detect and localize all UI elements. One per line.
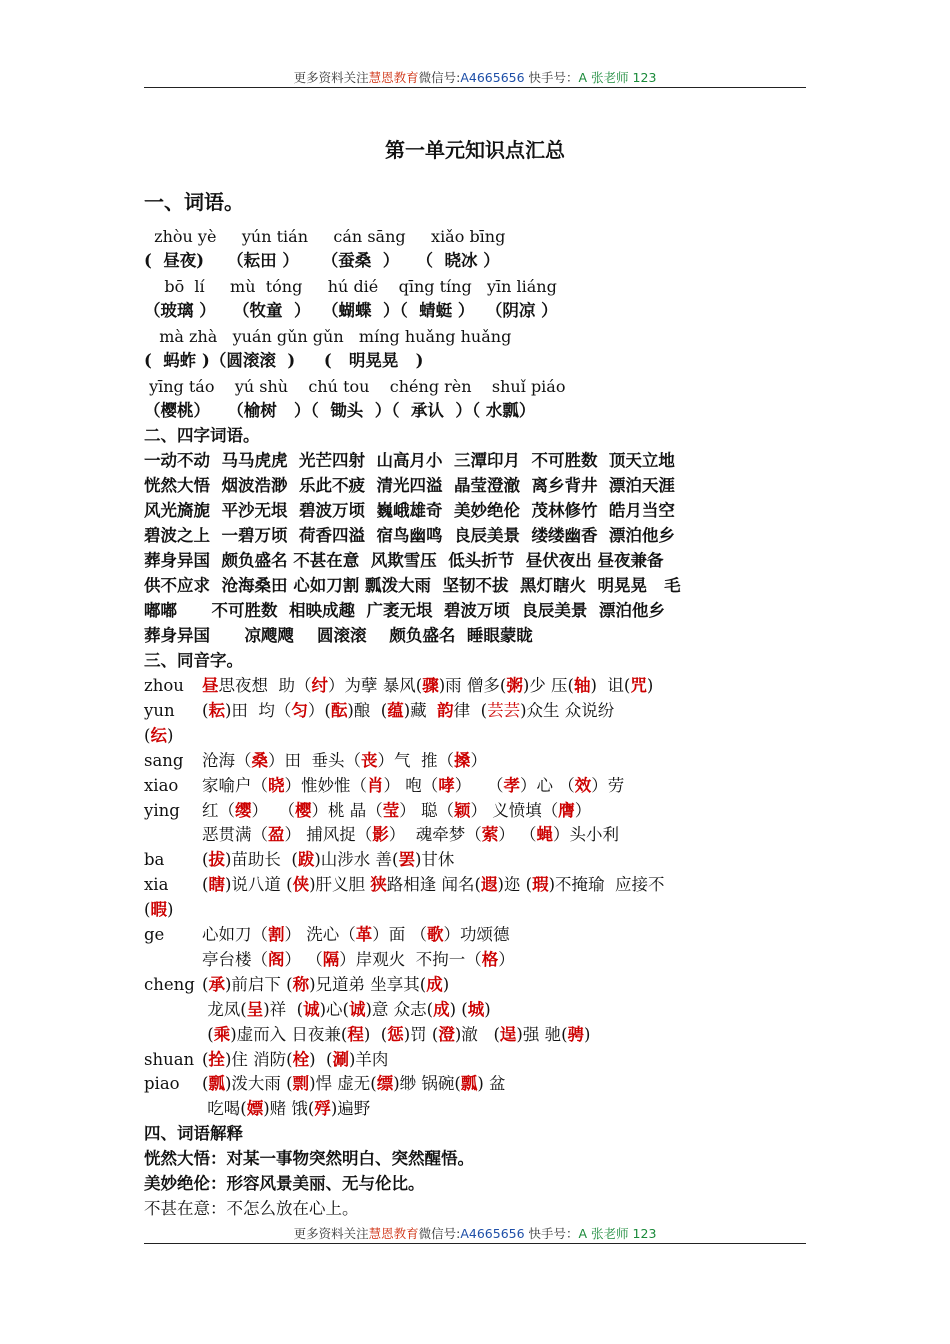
text-run: 心如刀（: [202, 925, 268, 944]
text-run: )苗助长 (: [224, 850, 298, 870]
footer-wx-id: A4665656: [460, 1226, 525, 1241]
text-run: 红（: [202, 800, 235, 820]
homophone-line: [144, 749, 487, 773]
text-run: (: [202, 700, 209, 720]
footer-wx-label: 微信号:: [418, 1226, 461, 1241]
answer-char: 侠: [292, 875, 310, 895]
pinyin-label: ge: [144, 925, 165, 944]
homophone-line: [144, 923, 510, 947]
answer-char: 惩: [387, 1024, 404, 1044]
answer-char: 剽: [292, 1074, 310, 1094]
answer-char: 称: [292, 974, 310, 994]
homophone-line: [144, 973, 449, 997]
idiom-row: 葬身异国 凉飕飕 圆滚滚 颇负盛名 睡眼蒙眬: [144, 626, 533, 645]
text-run: )山涉水 善(: [314, 850, 399, 870]
text-run: 吃喝(: [202, 1099, 247, 1119]
answer-char: 盈: [268, 825, 285, 845]
answer-char: 蝇: [536, 825, 553, 845]
answer-char: 萦: [481, 825, 499, 845]
answer-char: 割: [268, 925, 285, 944]
text-run: ): [442, 974, 450, 994]
header-wx-id: A4665656: [460, 70, 525, 85]
text-run: ) (: [363, 1024, 388, 1044]
text-run: ） 魂牵梦（: [388, 825, 482, 845]
text-run: )众生 众说纷: [520, 700, 615, 720]
text-run: )赌 饿(: [263, 1099, 315, 1119]
pinyin-label: zhou: [144, 676, 184, 695]
homophone-line: [144, 1097, 370, 1121]
text-run: )遍野: [330, 1099, 371, 1119]
text-run: ）面 （: [372, 925, 427, 944]
homophone-line: [144, 848, 454, 872]
homophone-line: [144, 699, 614, 723]
answer-char: 狭: [370, 875, 387, 895]
homophone-line: [144, 998, 491, 1022]
text-run: 路相逢 闻名(: [386, 875, 481, 895]
header-prefix: 更多资料关注: [293, 70, 369, 85]
answer-char: 格: [481, 949, 499, 969]
homophone-line: [144, 674, 653, 698]
text-run: ）心 （: [520, 775, 575, 795]
answer-char: 暇: [150, 900, 167, 920]
text-run: ): [584, 1024, 591, 1044]
text-run: (: [202, 850, 209, 870]
text-run: )强 驰(: [516, 1024, 568, 1044]
text-run: 亭台楼（: [202, 949, 268, 969]
section-3-heading: 三、同音字。: [144, 651, 243, 670]
footer-ks-id: A 张老师 123: [578, 1226, 657, 1241]
answer-char: 丧: [361, 750, 378, 770]
pinyin-label: xia: [144, 875, 169, 895]
text-run: ） 捕风捉（: [284, 825, 373, 845]
pinyin-label: sang: [144, 750, 184, 770]
text-run: ）(: [307, 700, 331, 720]
answer-char: 瞎: [208, 875, 225, 895]
text-run: ） 聪（: [399, 800, 454, 820]
homophone-line: [144, 823, 619, 847]
answer-char: 酝: [330, 700, 348, 720]
answer-char: 歌: [427, 925, 444, 944]
answer-char: 殍: [314, 1099, 331, 1119]
text-run: ): [166, 900, 174, 920]
answer-char: 骋: [567, 1024, 585, 1044]
idiom-row: 供不应求 沧海桑田 心如刀割 瓢泼大雨 坚韧不拔 黑灯瞎火 明晃晃 毛: [144, 576, 681, 595]
idiom-row: 一动不动 马马虎虎 光芒四射 山高月小 三潭印月 不可胜数 顶天立地: [144, 451, 675, 470]
pinyin-row: yīng táo yú shù chú tou chéng rèn shuǐ piáo: [144, 377, 566, 396]
text-run: ）桃 晶（: [311, 800, 383, 820]
text-run: )雨 僧多(: [438, 676, 507, 695]
section-1-heading: 一、词语。: [144, 190, 244, 214]
section-2-heading: 二、四字词语。: [144, 426, 260, 445]
answer-char: 瑕: [532, 875, 549, 895]
text-run: )住 消防(: [224, 1049, 293, 1069]
text-run: )虚而入 日夜兼(: [230, 1024, 348, 1044]
answer-char: 孝: [503, 775, 520, 795]
text-run: (: [202, 1049, 209, 1069]
text-run: 龙凤(: [202, 999, 247, 1019]
answer-char: 成: [426, 974, 443, 994]
definition-item: 美妙绝伦：形容风景美丽、无与伦比。: [144, 1174, 425, 1193]
text-run: ）田 垂头（: [268, 750, 361, 770]
page-title: 第一单元知识点汇总: [385, 138, 565, 162]
text-run: )羊肉: [348, 1049, 389, 1069]
section-4-heading: 四、词语解释: [144, 1124, 243, 1143]
page-footer: [144, 1224, 806, 1242]
answer-char: 效: [574, 775, 592, 795]
homophone-line: [144, 1048, 388, 1072]
answer-char: 骤: [422, 676, 439, 695]
text-run: )甘休: [414, 850, 455, 870]
answer-char: 承: [208, 974, 225, 994]
answer-char: 拔: [208, 850, 225, 870]
word-row: ( 蚂蚱 )（圆滚滚 ) ( 明晃晃 ): [144, 351, 424, 370]
word-row: （玻璃 ） （牧童 ） （蝴蝶 ）（ 蜻蜓 ） （阴凉 ）: [144, 301, 558, 320]
text-run: ）岸观火 不拘一（: [339, 949, 482, 969]
answer-char: 樱: [295, 800, 312, 820]
text-run: 律 (: [453, 700, 488, 720]
answer-char: 缥: [376, 1074, 394, 1094]
pinyin-label: ba: [144, 850, 165, 870]
answer-char: 膺: [558, 800, 575, 820]
answer-char: 纣: [311, 676, 328, 695]
answer-char: 蕴: [387, 700, 404, 720]
header-ks-label: 快手号：: [524, 70, 579, 85]
homophone-line: [144, 774, 624, 798]
text-run: )不掩瑜 应接不: [548, 875, 665, 895]
header-brand: 慧恩教育: [368, 70, 419, 85]
text-run: ）头小利: [553, 825, 619, 845]
text-run: ）惟妙惟（: [284, 775, 367, 795]
text-run: ） （: [284, 949, 323, 969]
pinyin-label: piao: [144, 1074, 180, 1094]
text-run: )田 均（: [224, 700, 292, 720]
homophone-line: [144, 898, 173, 922]
idiom-row: 恍然大悟 烟波浩渺 乐此不疲 清光四溢 晶莹澄澈 离乡背井 漂泊天涯: [144, 476, 675, 495]
text-run: )心(: [319, 999, 349, 1019]
answer-char: 罢: [398, 850, 415, 870]
answer-char: 遐: [480, 875, 498, 895]
pinyin-label: xiao: [144, 775, 179, 795]
pinyin-label: ying: [144, 800, 180, 820]
answer-char: 逞: [499, 1024, 517, 1044]
answer-char: 阁: [268, 949, 285, 969]
text-run: ） （: [251, 800, 295, 820]
homophone-line: [144, 948, 515, 972]
text-run: ）为孽 暴风(: [328, 676, 423, 695]
text-run: 沧海（: [202, 750, 252, 770]
answer-char: 涮: [332, 1049, 349, 1069]
pinyin-row: mà zhà yuán gǔn gǔn míng huǎng huǎng: [144, 327, 512, 346]
header-wx-label: 微信号:: [418, 70, 461, 85]
answer-char: 栓: [292, 1049, 310, 1069]
answer-char: 桑: [251, 750, 268, 770]
text-run: )罚 (: [403, 1024, 439, 1044]
text-run: ） 洗心（: [284, 925, 356, 944]
homophone-line: [144, 1072, 506, 1096]
text-run: (: [202, 875, 209, 895]
pinyin-label: cheng: [144, 974, 195, 994]
pinyin-label: shuan: [144, 1049, 195, 1069]
answer-char: 莹: [382, 800, 400, 820]
text-run: )前启下 (: [224, 974, 293, 994]
homophone-line: [144, 799, 591, 823]
text-run: )悍 虚无(: [309, 1074, 377, 1094]
homophone-line: [144, 724, 173, 748]
idiom-row: 风光旖旎 平沙无垠 碧波万顷 巍峨雄奇 美妙绝伦 茂林修竹 皓月当空: [144, 501, 675, 520]
text-run: ） 咆（: [383, 775, 439, 795]
footer-ks-label: 快手号：: [524, 1226, 579, 1241]
answer-char: 纭: [150, 725, 167, 745]
answer-char: 呈: [246, 999, 264, 1019]
answer-char: 芸芸: [487, 700, 521, 720]
text-run: )迩 (: [497, 875, 533, 895]
answer-char: 诚: [348, 999, 366, 1019]
homophone-line: [144, 873, 665, 897]
text-run: )酿 (: [347, 700, 388, 720]
answer-char: 颖: [454, 800, 471, 820]
answer-char: 城: [467, 999, 485, 1019]
answer-char: 跋: [297, 850, 315, 870]
text-run: ） 义愤填（: [470, 800, 559, 820]
text-run: ) 诅(: [590, 676, 631, 695]
answer-char: 成: [433, 999, 450, 1019]
answer-char: 咒: [630, 676, 647, 695]
answer-char: 革: [355, 925, 373, 944]
header-ks-id: A 张老师 123: [578, 70, 657, 85]
answer-char: 诚: [303, 999, 320, 1019]
definition-item: 恍然大悟：对某一事物突然明白、突然醒悟。: [144, 1149, 474, 1168]
homophone-line: [144, 1023, 590, 1047]
text-run: (: [202, 974, 209, 994]
text-run: )缈 锅碗(: [393, 1074, 461, 1094]
answer-char: 隔: [322, 949, 340, 969]
text-run: ) 盆: [477, 1074, 506, 1094]
footer-brand: 慧恩教育: [368, 1226, 419, 1241]
text-run: ） （: [454, 775, 504, 795]
text-run: )祥 (: [263, 999, 304, 1019]
idiom-row: 碧波之上 一碧万顷 荷香四溢 宿鸟幽鸣 良辰美景 缕缕幽香 漂泊他乡: [144, 526, 675, 545]
text-run: )肝义胆: [309, 875, 371, 895]
text-run: ）: [574, 800, 592, 820]
pinyin-row: bō lí mù tóng hú dié qīng tíng yīn liáng: [144, 277, 557, 296]
footer-prefix: 更多资料关注: [293, 1226, 369, 1241]
text-run: )兄道弟 坐享其(: [309, 974, 427, 994]
text-run: ): [166, 725, 174, 745]
text-run: ）气 推（: [377, 750, 454, 770]
text-run: ): [646, 676, 654, 695]
definition-item: 不甚在意：不怎么放在心上。: [144, 1199, 359, 1218]
answer-char: 拴: [208, 1049, 225, 1069]
text-run: (: [202, 1074, 209, 1094]
text-run: ）: [498, 949, 515, 969]
answer-char: 匀: [291, 700, 308, 720]
text-run: )意 众志(: [365, 999, 434, 1019]
text-run: ）功颂德: [443, 925, 510, 944]
text-run: ) (: [309, 1049, 333, 1069]
answer-char: 缨: [235, 800, 252, 820]
text-run: )泼大雨 (: [224, 1074, 293, 1094]
text-run: ): [484, 999, 491, 1019]
text-run: ）: [470, 750, 487, 770]
pinyin-row: zhòu yè yún tián cán sāng xiǎo bīng: [144, 227, 506, 246]
text-run: 思夜想 助（: [218, 676, 312, 695]
idiom-row: 嘟嘟 不可胜数 相映成趣 广袤无垠 碧波万顷 良辰美景 漂泊他乡: [144, 601, 665, 620]
idiom-row: 葬身异国 颇负盛名 不甚在意 风欺雪压 低头折节 昼伏夜出 昼夜兼备: [144, 551, 664, 570]
page-header: [144, 68, 806, 86]
answer-char: 晓: [268, 775, 285, 795]
answer-char: 昼: [202, 676, 219, 695]
answer-char: 乘: [213, 1024, 231, 1044]
answer-char: 影: [372, 825, 389, 845]
word-row: ( 昼夜) （耘田 ） （蚕桑 ） （ 晓冰 ）: [144, 251, 500, 270]
answer-char: 瓢: [460, 1074, 478, 1094]
answer-char: 韵: [437, 700, 454, 720]
text-run: )说八道 (: [224, 875, 293, 895]
answer-char: 哮: [438, 775, 455, 795]
answer-char: 肖: [367, 775, 384, 795]
text-run: ）劳: [591, 775, 625, 795]
word-row: （樱桃） （榆树 ）（ 锄头 ）（ 承认 ）（ 水瓢）: [144, 401, 536, 420]
answer-char: 瓢: [208, 1074, 225, 1094]
answer-char: 搡: [454, 750, 471, 770]
text-run: 恶贯满（: [202, 825, 268, 845]
pinyin-label: yun: [144, 700, 175, 720]
text-run: (: [202, 1024, 214, 1044]
text-run: )藏: [403, 700, 438, 720]
footer-rule: [144, 1243, 806, 1244]
text-run: ) (: [449, 999, 468, 1019]
answer-char: 程: [347, 1024, 364, 1044]
answer-char: 耘: [208, 700, 225, 720]
answer-char: 澄: [438, 1024, 455, 1044]
text-run: (: [144, 900, 151, 920]
text-run: )少 压(: [522, 676, 574, 695]
text-run: 家喻户（: [202, 775, 268, 795]
text-run: )澈 (: [454, 1024, 500, 1044]
answer-char: 嫖: [246, 1099, 264, 1119]
answer-char: 轴: [573, 676, 591, 695]
text-run: ） （: [498, 825, 537, 845]
text-run: (: [144, 725, 151, 745]
header-rule: [144, 87, 806, 88]
answer-char: 粥: [506, 676, 523, 695]
